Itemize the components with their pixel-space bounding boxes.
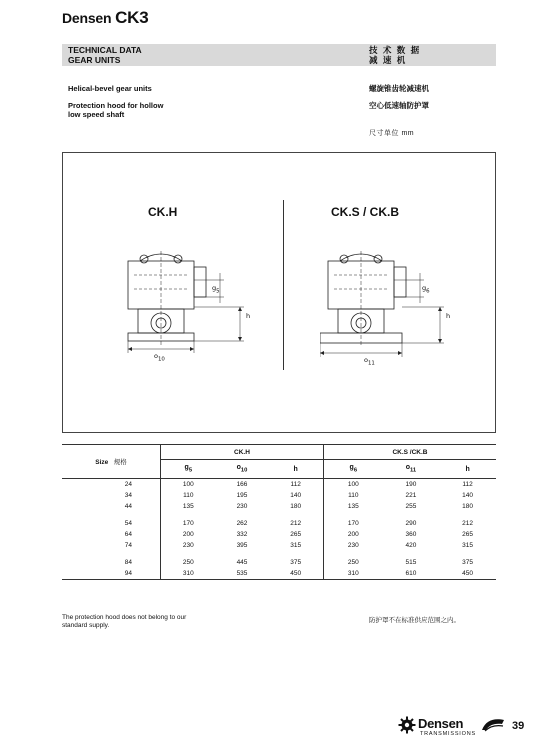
subtitle-cn-2: 空心低速轴防护罩 <box>369 101 429 110</box>
note-en <box>62 614 186 630</box>
gear-logo-icon <box>398 716 416 734</box>
table-row <box>62 479 496 491</box>
value-cell: 112 <box>290 481 301 488</box>
brand-name: Densen <box>62 10 112 26</box>
column-header-sub: 5 <box>188 467 193 474</box>
column-header <box>268 460 323 479</box>
value-cell: 100 <box>323 479 382 491</box>
value-cell: 195 <box>236 492 248 499</box>
value-cell: 360 <box>405 531 417 538</box>
note-line: The protection hood does not belong to our <box>62 614 187 621</box>
table-row <box>62 568 496 580</box>
value-cell: 212 <box>290 520 302 527</box>
value-cell: 420 <box>405 542 417 549</box>
dim-o11 <box>364 356 375 366</box>
note-line: standard supply. <box>62 622 110 629</box>
size-cell: 84 <box>62 557 161 568</box>
value-cell: 395 <box>236 542 248 549</box>
header-line: 减 速 机 <box>369 55 407 65</box>
drawing-divider <box>283 200 284 370</box>
column-header-sub: 6 <box>353 467 358 474</box>
brand-title <box>62 8 149 28</box>
note-cn: 防护罩不在标准供应范围之内。 <box>369 617 460 624</box>
subtitle-line: Protection hood for hollow <box>68 101 164 110</box>
value-cell: 265 <box>290 531 302 538</box>
column-header-sub: 10 <box>240 467 248 474</box>
value-cell: 315 <box>462 542 474 549</box>
dim-sub: 11 <box>367 360 375 367</box>
drawing-label-ckh: CK.H <box>148 205 178 219</box>
column-header-base: o <box>236 464 241 472</box>
dim-base: o <box>364 356 368 364</box>
value-cell: 170 <box>182 520 194 527</box>
group-header-cksb: CK.S /CK.B <box>323 445 496 460</box>
size-label-cn: 规格 <box>113 459 127 466</box>
table-row <box>62 518 496 529</box>
value-cell: 170 <box>323 518 382 529</box>
value-cell: 250 <box>182 559 194 566</box>
value-cell: 140 <box>290 492 302 499</box>
value-cell: 212 <box>462 520 474 527</box>
column-header-base: o <box>405 464 410 472</box>
page-number: 39 <box>512 720 525 732</box>
value-cell: 230 <box>182 542 194 549</box>
value-cell: 180 <box>462 503 474 510</box>
value-cell: 445 <box>236 559 248 566</box>
value-cell: 375 <box>462 559 474 566</box>
dim-sub: 5 <box>216 288 220 295</box>
dim-h-right: h <box>446 312 451 320</box>
size-cell: 44 <box>62 501 161 512</box>
value-cell: 230 <box>236 503 248 510</box>
value-cell: 250 <box>323 557 382 568</box>
dim-base: g <box>422 284 427 292</box>
size-cell: 34 <box>62 490 161 501</box>
table-row <box>62 501 496 512</box>
value-cell: 190 <box>405 481 417 488</box>
size-cell: 94 <box>62 568 161 580</box>
unit-label: 尺寸单位 mm <box>369 130 415 137</box>
subtitle-en-1: Helical-bevel gear units <box>68 84 152 93</box>
value-cell: 110 <box>183 492 194 499</box>
table-row <box>62 540 496 551</box>
value-cell: 450 <box>439 568 496 580</box>
dim-base: o <box>154 352 158 360</box>
value-cell: 221 <box>405 492 417 499</box>
column-header-base: h <box>293 465 298 473</box>
value-cell: 180 <box>290 503 302 510</box>
group-header-ckh: CK.H <box>161 445 324 460</box>
value-cell: 112 <box>462 481 473 488</box>
column-header <box>439 460 496 479</box>
column-header-sub: 11 <box>409 467 417 474</box>
value-cell: 200 <box>323 529 382 540</box>
section-header-cn <box>369 45 421 65</box>
size-cell: 64 <box>62 529 161 540</box>
dim-sub: 10 <box>157 356 165 363</box>
value-cell: 315 <box>290 542 302 549</box>
column-header <box>323 460 382 479</box>
value-cell: 166 <box>236 481 248 488</box>
dimension-table <box>62 444 496 580</box>
table-row <box>62 557 496 568</box>
value-cell: 262 <box>236 520 248 527</box>
value-cell: 110 <box>323 490 382 501</box>
value-cell: 135 <box>182 503 194 510</box>
value-cell: 140 <box>462 492 474 499</box>
value-cell: 515 <box>405 559 417 566</box>
size-header <box>62 445 161 479</box>
subtitle-en-2 <box>68 101 163 119</box>
section-header-en <box>68 45 142 65</box>
drawing-label-cksb: CK.S / CK.B <box>331 205 400 219</box>
footer-brand: Densen <box>418 716 464 731</box>
value-cell: 535 <box>216 568 269 580</box>
column-header <box>216 460 269 479</box>
value-cell: 265 <box>462 531 474 538</box>
column-header <box>161 460 216 479</box>
value-cell: 230 <box>323 540 382 551</box>
header-line: 技 术 数 据 <box>369 45 421 55</box>
value-cell: 310 <box>161 568 216 580</box>
gear-drawing-cksb <box>320 245 460 375</box>
size-cell: 54 <box>62 518 161 529</box>
dim-h-left: h <box>246 312 251 320</box>
column-header-base: g <box>349 464 354 472</box>
dim-g5 <box>212 284 220 294</box>
header-line: GEAR UNITS <box>68 55 121 65</box>
gear-drawing-ckh <box>120 245 260 375</box>
column-header-base: h <box>465 465 470 473</box>
footer-subtitle: TRANSMISSIONS <box>420 731 476 737</box>
value-cell: 375 <box>290 559 302 566</box>
size-cell: 24 <box>62 479 161 491</box>
company-logo-icon <box>480 717 506 733</box>
value-cell: 290 <box>405 520 417 527</box>
value-cell: 610 <box>383 568 440 580</box>
dim-o10 <box>154 352 165 362</box>
value-cell: 200 <box>182 531 194 538</box>
dim-sub: 6 <box>426 288 430 295</box>
value-cell: 450 <box>268 568 323 580</box>
value-cell: 255 <box>405 503 417 510</box>
size-label: Size <box>95 459 109 466</box>
value-cell: 100 <box>182 481 194 488</box>
table-row <box>62 529 496 540</box>
header-line: TECHNICAL DATA <box>68 45 142 55</box>
dim-g6 <box>422 284 430 294</box>
column-header <box>383 460 440 479</box>
subtitle-line: low speed shaft <box>68 110 125 119</box>
value-cell: 135 <box>323 501 382 512</box>
dim-base: g <box>212 284 217 292</box>
column-header-base: g <box>184 464 189 472</box>
table-row <box>62 490 496 501</box>
size-cell: 74 <box>62 540 161 551</box>
brand-model: CK3 <box>115 8 149 27</box>
subtitle-cn-1: 螺旋锥齿轮减速机 <box>369 84 429 93</box>
value-cell: 310 <box>323 568 382 580</box>
value-cell: 332 <box>236 531 248 538</box>
